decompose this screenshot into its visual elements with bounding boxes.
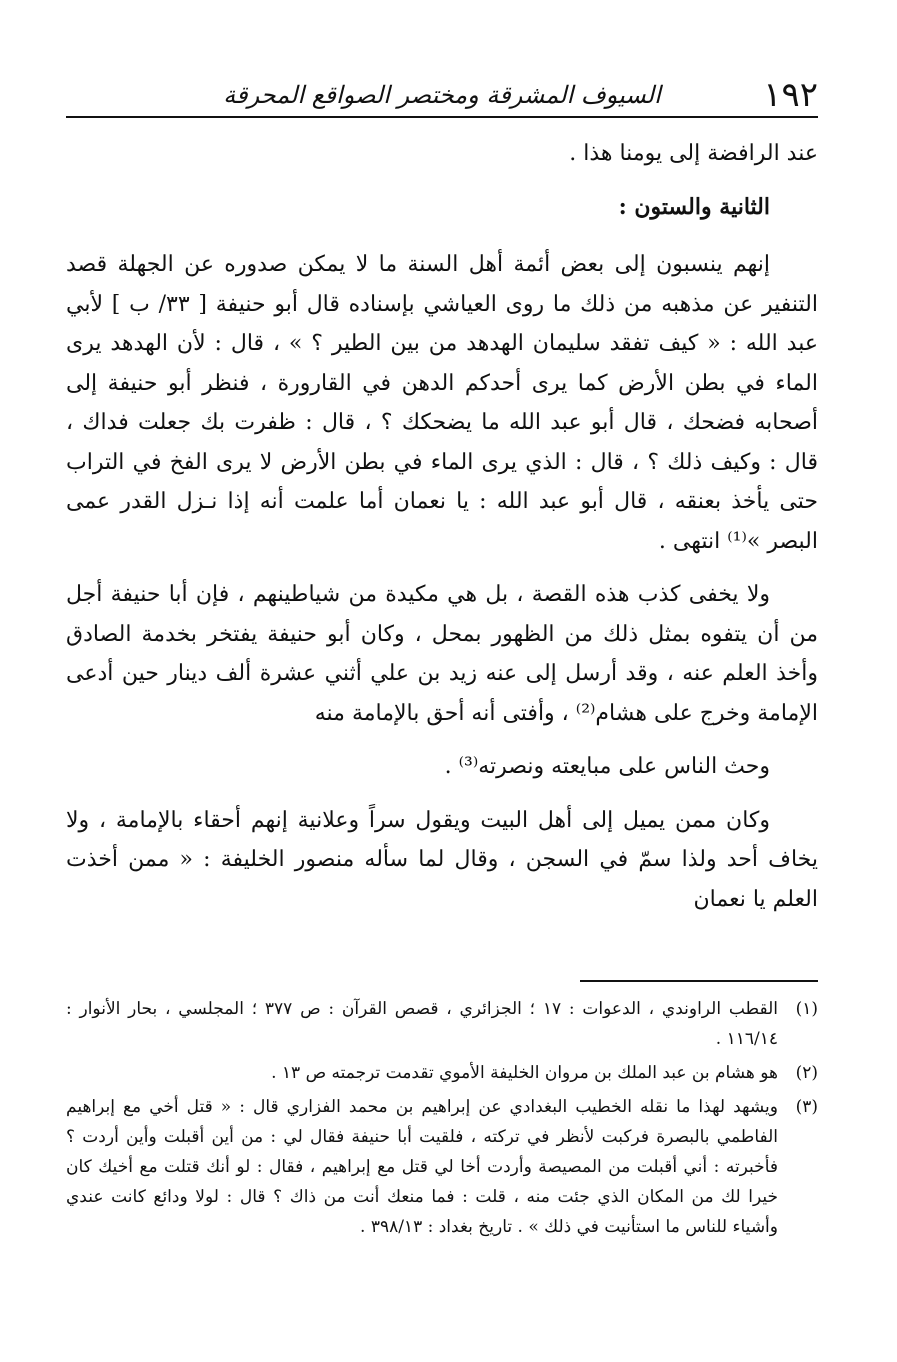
main-text: [66, 134, 818, 933]
page-header: [66, 72, 818, 118]
intro-line: عند الرافضة إلى يومنا هذا .: [569, 141, 818, 166]
footnote-2: [66, 1058, 818, 1088]
page-number: ١٩٢: [763, 75, 818, 115]
footnote-divider: [580, 980, 818, 982]
footnote-1: [66, 994, 818, 1054]
running-title: السيوف المشرقة ومختصر الصواقع المحرقة: [223, 81, 661, 109]
footnote-text: هو هشام بن عبد الملك بن مروان الخليفة الأموي تقدمت ترجمته ص ١٣ .: [271, 1063, 778, 1083]
paragraph-3: وحث الناس على مبايعته ونصرته⁽³⁾ .: [444, 754, 770, 779]
section-heading: الثانية والستون :: [618, 193, 770, 220]
footnote-text: القطب الراوندي ، الدعوات : ١٧ ؛ الجزائري ، قصص القرآن : ص ٣٧٧ ؛ المجلسي ، بحار الأنوار : ١١٦/١٤ .: [66, 999, 778, 1049]
footnote-text: ويشهد لهذا ما نقله الخطيب البغدادي عن إبراهيم بن محمد الفزاري قال : « قتل أخي مع إبراهيم الفاطمي بالبصرة فركبت لأنظر في تركته ، فلقيت أبا حنيفة فقال لي : من أين أقبلت وأين أردت ؟ فأخبرته : أني أقبلت من المصيصة وأردت أخا لي قتل مع إبراهيم ، فقال : لو أنك قتلت مع أخيك كان خيرا لك من المكان الذي جئت منه ، قلت : فما منعك أنت من ذاك ؟ قال : لولا ودائع كانت عندي وأشياء للناس ما استأنيت في ذلك » . تاريخ بغداد : ٣٩٨/١٣ .: [66, 1097, 778, 1237]
paragraph-1: إنهم ينسبون إلى بعض أئمة أهل السنة ما لا يمكن صدوره عن الجهلة قصد التنفير عن مذهبه من ذلك ما روى العياشي بإسناده قال أبو حنيفة [ ٣٣/ ب ] لأبي عبد الله : « كيف تفقد سليمان الهدهد من بين الطير ؟ » ، قال : لأن الهدهد يرى الماء في بطن الأرض كما يرى أحدكم الدهن في القارورة ، فنظر أبو حنيفة إلى أصحابه فضحك ، قال أبو عبد الله ما يضحكك ؟ ، قال : ظفرت بك جعلت فداك ، قال : وكيف ذلك ؟ ، قال : الذي يرى الماء في بطن الأرض لا يرى الفخ في التراب حتى يأخذ بعنقه ، قال أبو عبد الله : يا نعمان أما علمت أنه إذا نـزل القدر عمى البصر »⁽¹⁾ انتهى .: [66, 252, 818, 554]
footnote-3: [66, 1092, 818, 1242]
footnotes: [66, 994, 818, 1246]
paragraph-4: وكان ممن يميل إلى أهل البيت ويقول سراً وعلانية إنهم أحقاء بالإمامة ، ولا يخاف أحد ولذا سمّ في السجن ، وقال لما سأله منصور الخليفة : « ممن أخذت العلم يا نعمان: [66, 807, 818, 912]
paragraph-2: ولا يخفى كذب هذه القصة ، بل هي مكيدة من شياطينهم ، فإن أبا حنيفة أجل من أن يتفوه بمثل ذلك من الظهور بمحل ، وكان أبو حنيفة يفتخر بخدمة الصادق وأخذ العلم عنه ، وقد أرسل إلى عنه زيد بن علي أثني عشرة ألف دينار حين أدعى الإمامة وخرج على هشام⁽²⁾ ، وأفتى أنه أحق بالإمامة منه: [66, 582, 818, 726]
footnote-number: (٣): [795, 1097, 818, 1117]
footnote-number: (١): [795, 999, 818, 1019]
footnote-number: (٢): [795, 1063, 818, 1083]
